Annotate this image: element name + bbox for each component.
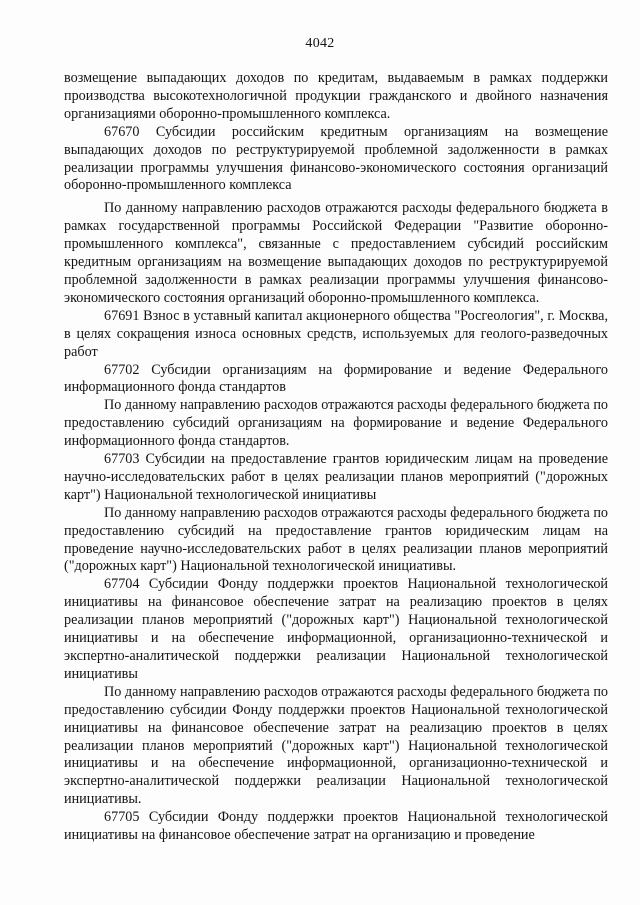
paragraph: По данному направлению расходов отражаются расходы федерального бюджета в рамках государственной программы Российской Федерации "Развитие оборонно-промышленного комплекса", связанные с предоставлением субсидий российским кредитным организациям на возмещение выпадающих доходов по реструктурируемой проблемной задолженности в рамках реализации программы улучшения финансово-экономического состояния организаций оборонно-промышленного комплекса. <box>64 200 608 306</box>
paragraph: По данному направлению расходов отражаются расходы федерального бюджета по предоставлению субсидии Фонду поддержки проектов Национальной технологической инициативы на финансовое обеспечение затрат на реализацию проектов в целях реализации планов мероприятий ("дорожных карт") Национальной технологической инициативы и на обеспечение информационной, организационно-технической и экспертно-аналитической поддержки реализации Национальной технологической инициативы. <box>64 683 608 808</box>
paragraph: 67702 Субсидии организациям на формирование и ведение Федерального информационного фонда стандартов <box>64 361 608 396</box>
paragraph: По данному направлению расходов отражаются расходы федерального бюджета по предоставлению субсидий на предоставление грантов юридическим лицам на проведение научно-исследовательских работ в целях реализации планов мероприятий ("дорожных карт") Национальной технологической инициативы. <box>64 504 608 575</box>
paragraph: 67704 Субсидии Фонду поддержки проектов Национальной технологической инициативы на финансовое обеспечение затрат на реализацию проектов в целях реализации планов мероприятий ("дорожных карт") Национальной технологической инициативы и на обеспечение информационной, организационно-технической и экспертно-аналитической поддержки реализации Национальной технологической инициативы <box>64 576 608 682</box>
page-number: 4042 <box>305 36 335 51</box>
document-body <box>64 70 608 845</box>
paragraph: возмещение выпадающих доходов по кредитам, выдаваемым в рамках поддержки производства высокотехнологичной продукции гражданского и двойного назначения организациями оборонно-промышленного комплекса. <box>64 70 608 122</box>
paragraph: По данному направлению расходов отражаются расходы федерального бюджета по предоставлению субсидий организациям на формирование и ведение Федерального информационного фонда стандартов. <box>64 397 608 450</box>
paragraph: 67691 Взнос в уставный капитал акционерного общества "Росгеология", г. Москва, в целях сокращения износа основных средств, используемых для геолого-разведочных работ <box>64 307 608 360</box>
paragraph: 67703 Субсидии на предоставление грантов юридическим лицам на проведение научно-исследовательских работ в целях реализации планов мероприятий ("дорожных карт") Национальной технологической инициативы <box>64 451 608 503</box>
paragraph: 67705 Субсидии Фонду поддержки проектов Национальной технологической инициативы на финансовое обеспечение затрат на организацию и проведение <box>64 809 608 844</box>
paragraph: 67670 Субсидии российским кредитным организациям на возмещение выпадающих доходов по реструктурируемой проблемной задолженности в рамках реализации программы улучшения финансово-экономического состояния организаций оборонно-промышленного комплекса <box>64 123 608 194</box>
